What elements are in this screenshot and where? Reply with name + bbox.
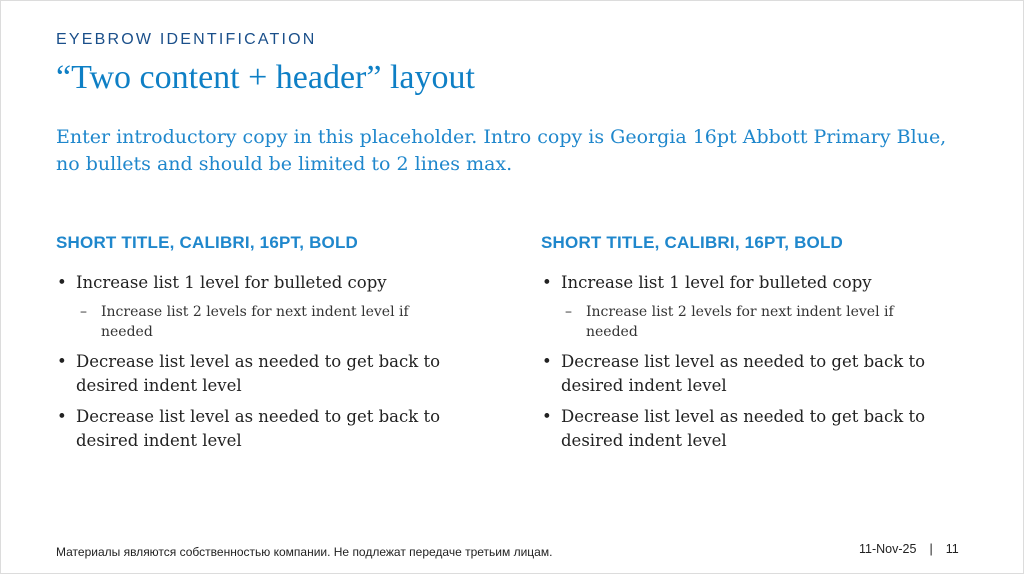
list-item bbox=[56, 271, 456, 295]
list-item-text: Increase list 1 level for bulleted copy bbox=[561, 273, 872, 292]
eyebrow-label: EYEBROW IDENTIFICATION bbox=[56, 31, 317, 48]
dash-icon: – bbox=[80, 304, 87, 320]
bullet-icon: • bbox=[57, 407, 67, 426]
list-item-text: Decrease list level as needed to get back to desired indent level bbox=[561, 407, 926, 450]
bullet-icon: • bbox=[542, 407, 552, 426]
bullet-icon: • bbox=[57, 273, 67, 292]
page-number: 11 bbox=[945, 542, 959, 556]
sub-list-item bbox=[541, 302, 941, 342]
sub-list-item-text: Increase list 2 levels for next indent level if needed bbox=[101, 304, 409, 340]
sub-list-item bbox=[56, 302, 456, 342]
list-item-text: Decrease list level as needed to get back to desired indent level bbox=[76, 352, 441, 395]
intro-paragraph: Enter introductory copy in this placeholder. Intro copy is Georgia 16pt Abbott Primary Blue, no bullets and should be limited to 2 lines max. bbox=[56, 126, 947, 175]
dash-icon: – bbox=[565, 304, 572, 320]
list-item-text: Increase list 1 level for bulleted copy bbox=[76, 273, 387, 292]
list-item bbox=[541, 350, 941, 398]
sub-list-item-text: Increase list 2 levels for next indent level if needed bbox=[586, 304, 894, 340]
bullet-icon: • bbox=[57, 352, 67, 371]
footer-confidentiality-note: Материалы являются собственностью компании. Не подлежат передаче третьим лицам. bbox=[56, 545, 553, 559]
bullet-icon: • bbox=[542, 273, 552, 292]
content-column-left bbox=[56, 233, 456, 460]
list-item bbox=[541, 271, 941, 295]
list-item bbox=[56, 405, 456, 453]
slide-title: “Two content + header” layout bbox=[56, 59, 475, 96]
bullet-icon: • bbox=[542, 352, 552, 371]
list-item bbox=[56, 350, 456, 398]
column-title: SHORT TITLE, CALIBRI, 16PT, BOLD bbox=[541, 233, 844, 252]
content-column-right bbox=[541, 233, 941, 460]
footer-separator: | bbox=[929, 542, 933, 556]
column-title: SHORT TITLE, CALIBRI, 16PT, BOLD bbox=[56, 233, 359, 252]
list-item-text: Decrease list level as needed to get back to desired indent level bbox=[561, 352, 926, 395]
list-item bbox=[541, 405, 941, 453]
footer-date: 11-Nov-25 bbox=[859, 542, 917, 556]
footer-meta bbox=[859, 542, 959, 556]
list-item-text: Decrease list level as needed to get back to desired indent level bbox=[76, 407, 441, 450]
